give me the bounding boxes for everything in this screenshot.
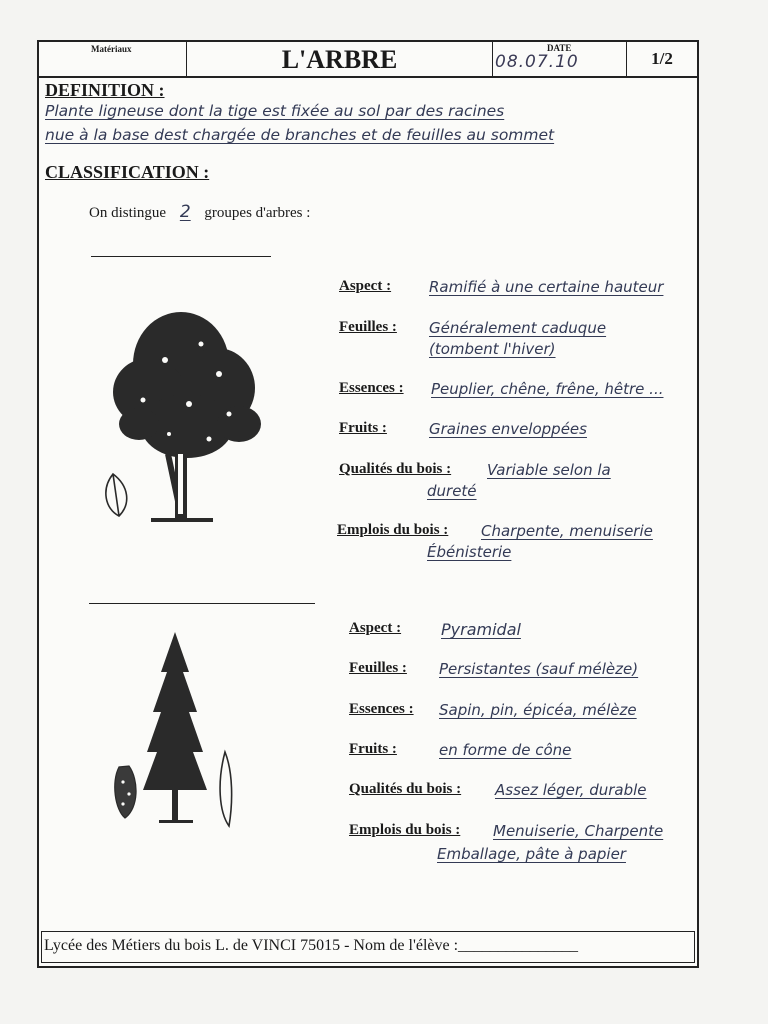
date-value: 08.07.10 xyxy=(495,52,579,72)
g2-feuilles-label: Feuilles : xyxy=(349,660,407,676)
classification-heading: CLASSIFICATION : xyxy=(45,162,210,182)
page-number: 1/2 xyxy=(651,49,673,68)
g2-aspect-value: Pyramidal xyxy=(441,620,521,639)
g2-emplois-value-2: Emballage, pâte à papier xyxy=(437,845,626,863)
g2-qualites-label: Qualités du bois : xyxy=(349,781,462,797)
g2-aspect-label: Aspect : xyxy=(349,620,402,636)
group-count: 2 xyxy=(179,202,191,222)
date-label: DATE xyxy=(547,43,572,53)
footer xyxy=(41,931,695,963)
g1-aspect-label: Aspect : xyxy=(339,278,392,294)
intro-after: groupes d'arbres : xyxy=(204,205,311,221)
g2-essences-value: Sapin, pin, épicéa, mélèze xyxy=(439,701,637,719)
materials-cell xyxy=(39,42,187,76)
deciduous-tree-illustration xyxy=(99,304,269,529)
g1-aspect-value: Ramifié à une certaine hauteur xyxy=(429,278,664,296)
materials-label: Matériaux xyxy=(91,44,132,54)
g2-feuilles-value: Persistantes (sauf mélèze) xyxy=(439,660,639,678)
g2-qualites-value: Assez léger, durable xyxy=(495,781,647,799)
page-title: L'ARBRE xyxy=(187,42,493,76)
group1-title-line xyxy=(91,256,271,257)
g1-fruits-value: Graines enveloppées xyxy=(429,420,587,438)
definition-line-2: nue à la base dest chargée de branches et de feuilles au sommet xyxy=(45,126,555,144)
header xyxy=(39,42,697,78)
group2-title-line xyxy=(89,603,315,604)
definition-line-1: Plante ligneuse dont la tige est fixée au sol par des racines xyxy=(45,102,505,120)
g1-feuilles-label: Feuilles : xyxy=(339,319,397,335)
g1-qualites-label: Qualités du bois : xyxy=(339,461,452,477)
g1-feuilles-value-2: (tombent l'hiver) xyxy=(429,340,556,358)
date-cell xyxy=(493,42,627,76)
intro-before: On distingue xyxy=(89,205,167,221)
g1-fruits-label: Fruits : xyxy=(339,420,387,436)
g2-essences-label: Essences : xyxy=(349,701,414,717)
g1-qualites-value-1: Variable selon la xyxy=(487,461,611,479)
classification-intro xyxy=(89,202,310,222)
g1-emplois-value-1: Charpente, menuiserie xyxy=(481,522,653,540)
g2-emplois-label: Emplois du bois : xyxy=(349,822,461,838)
definition-heading: DEFINITION : xyxy=(45,80,165,100)
worksheet xyxy=(37,40,699,968)
g2-fruits-label: Fruits : xyxy=(349,741,397,757)
g1-emplois-value-2: Ébénisterie xyxy=(427,543,512,561)
g1-feuilles-value-1: Généralement caduque xyxy=(429,319,607,337)
g1-essences-label: Essences : xyxy=(339,380,404,396)
g2-emplois-value-1: Menuiserie, Charpente xyxy=(493,822,664,840)
g1-essences-value: Peuplier, chêne, frêne, hêtre ... xyxy=(431,380,664,398)
g1-emplois-label: Emplois du bois : xyxy=(337,522,449,538)
g2-fruits-value: en forme de cône xyxy=(439,741,572,759)
g1-qualites-value-2: dureté xyxy=(427,482,477,500)
footer-text: Lycée des Métiers du bois L. de VINCI 75015 - Nom de l'élève :_______________ xyxy=(44,937,579,954)
conifer-tree-illustration xyxy=(109,632,239,832)
